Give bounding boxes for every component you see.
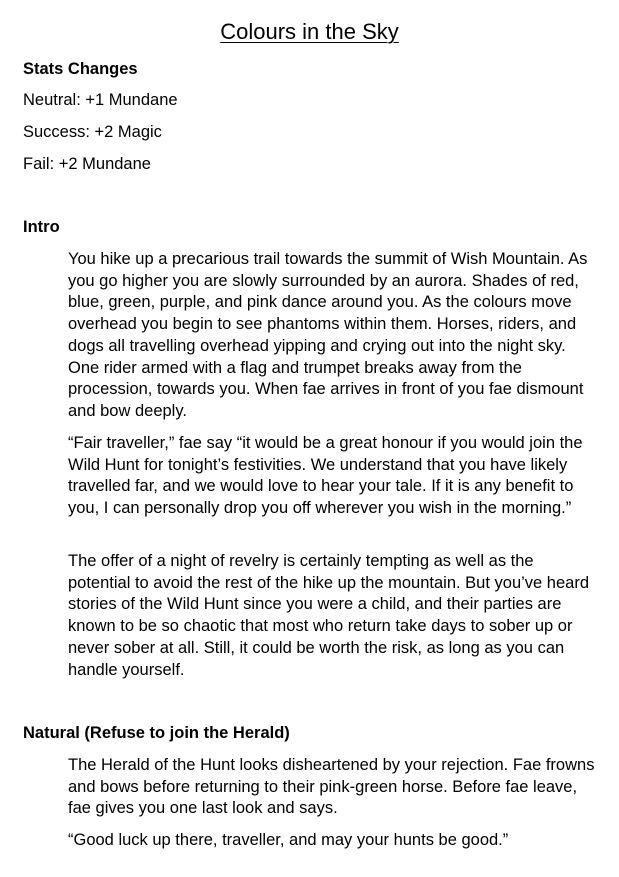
stat-success: Success: +2 Magic	[23, 123, 162, 141]
stat-fail: Fail: +2 Mundane	[23, 155, 151, 173]
stats-heading: Stats Changes	[23, 60, 138, 78]
intro-paragraph-2: “Fair traveller,” fae say “it would be a great honour if you would join the Wild Hunt for tonight’s festivities. We understand that you have likely travelled far, and we would love to hear your tale. If it is any benefit to you, I can personally drop you off wherever you wish in the morning.”	[68, 434, 583, 518]
natural-paragraph-1: The Herald of the Hunt looks disheartened by your rejection. Fae frowns and bows before returning to their pink-green horse. Before fae leave, fae gives you one last look and says.	[68, 756, 595, 818]
intro-paragraph-3: The offer of a night of revelry is certainly tempting as well as the potential to avoid the rest of the hike up the mountain. But you’ve heard stories of the Wild Hunt since you were a child, and their parties are known to be so chaotic that most who return take days to sober up or never sober at all. Still, it could be worth the risk, as long as you can handle yourself.	[68, 552, 590, 679]
document-title: Colours in the Sky	[220, 19, 399, 44]
intro-paragraph-1: You hike up a precarious trail towards the summit of Wish Mountain. As you go higher you are slowly surrounded by an aurora. Shades of red, blue, green, purple, and pink dance around you. As the colours move overhead you begin to see phantoms within them. Horses, riders, and dogs all travelling overhead yipping and crying out into the night sky. One rider armed with a flag and trumpet breaks away from the procession, towards you. When fae arrives in front of you fae dismount and bow deeply.	[68, 250, 588, 420]
natural-paragraph-2: “Good luck up there, traveller, and may your hunts be good.”	[68, 831, 509, 849]
intro-heading: Intro	[23, 218, 60, 236]
stat-neutral: Neutral: +1 Mundane	[23, 91, 178, 109]
natural-heading: Natural (Refuse to join the Herald)	[23, 724, 290, 742]
